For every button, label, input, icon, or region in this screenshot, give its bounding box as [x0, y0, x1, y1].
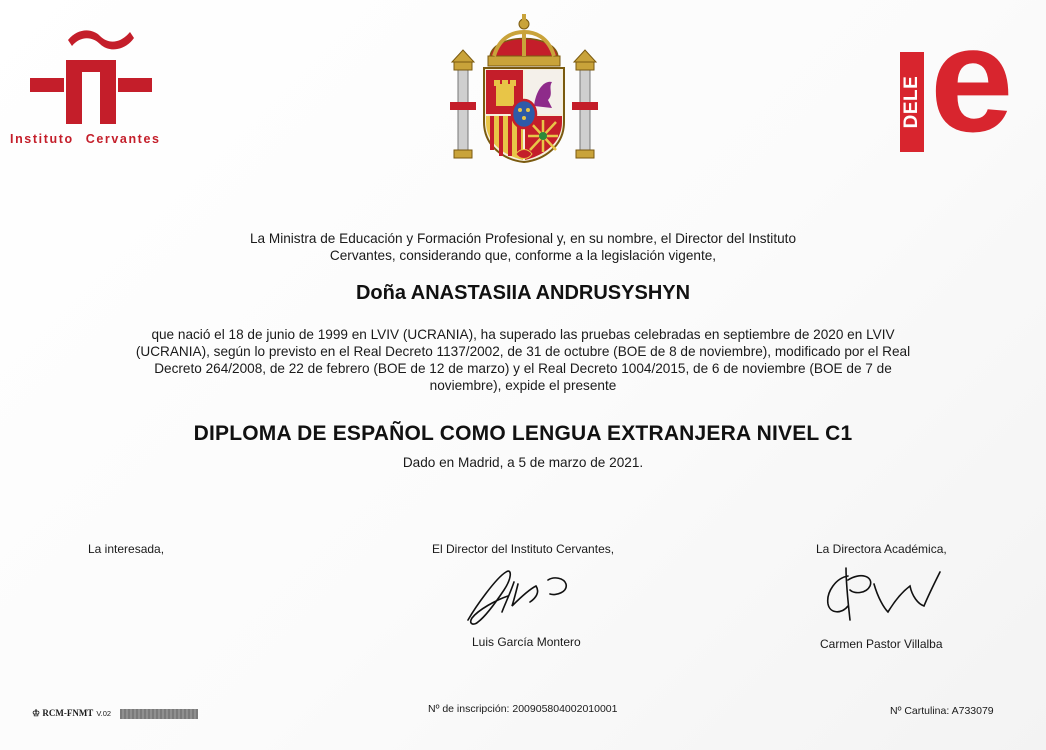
crown-icon: ♔	[32, 708, 41, 718]
director-label: El Director del Instituto Cervantes,	[432, 542, 615, 556]
dele-vertical-label: DELE	[898, 52, 926, 152]
directora-label: La Directora Académica,	[816, 542, 947, 556]
dele-e-letter: e	[930, 0, 1014, 163]
instituto-cervantes-name: Instituto Cervantes	[10, 132, 161, 146]
issue-date: Dado en Madrid, a 5 de marzo de 2021.	[402, 455, 644, 470]
cartulina-number: Nº Cartulina: A733079	[890, 705, 994, 717]
intro-text	[0, 230, 1046, 264]
redacted-bar	[120, 709, 198, 719]
intro-line-2: Cervantes, considerando que, conforme a la legislación vigente,	[329, 248, 717, 263]
body-line-1: que nació el 18 de junio de 1999 en LVIV (UCRANIA), ha superado las pruebas celebradas en septiembre de 2020 en LVIV	[151, 327, 895, 342]
body-line-4: noviembre), expide el presente	[429, 378, 617, 393]
holder-name: Doña ANASTASIIA ANDRUSYSHYN	[355, 282, 691, 304]
director-name: Luis García Montero	[472, 635, 581, 649]
dele-logo	[896, 0, 1030, 163]
body-line-2: (UCRANIA), según lo previsto en el Real Decreto 1137/2002, de 31 de octubre (BOE de 8 de noviembre), modificado por el Real	[135, 344, 911, 359]
spain-coat-of-arms-icon	[444, 10, 604, 168]
body-paragraph	[88, 326, 958, 394]
rcm-fnmt-mark: ♔ RCM-FNMT V.02	[32, 708, 112, 718]
intro-line-1: La Ministra de Educación y Formación Profesional y, en su nombre, el Director del Instituto	[249, 231, 797, 246]
body-line-3: Decreto 264/2008, de 22 de febrero (BOE de 12 de marzo) y el Real Decreto 1004/2015, de 6 de noviembre (BOE de 7 de	[154, 361, 892, 376]
diploma-title: DIPLOMA DE ESPAÑOL COMO LENGUA EXTRANJERA NIVEL C1	[193, 422, 853, 445]
inscription-number: Nº de inscripción: 20090580400201000​1	[428, 703, 618, 715]
cervantes-n-icon	[30, 26, 160, 130]
directora-signature-icon	[818, 562, 948, 626]
interesada-label: La interesada,	[88, 542, 165, 556]
instituto-cervantes-logo	[10, 26, 200, 156]
directora-name: Carmen Pastor Villalba	[820, 637, 943, 651]
director-signature-icon	[456, 562, 586, 630]
